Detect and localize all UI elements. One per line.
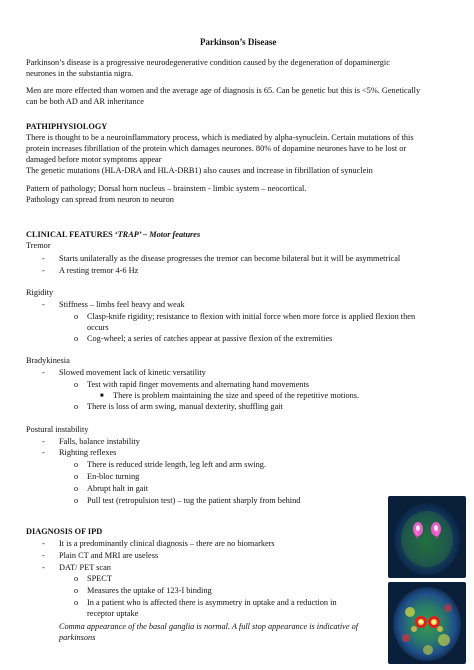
- diagnosis-note-2: parkinsons: [59, 633, 96, 642]
- rigidity-item: Stiffness – limbs feel heavy and weak: [59, 300, 185, 309]
- rigidity-sub-2: Cog-wheel; a series of catches appear at passive flexion of the extremities: [87, 334, 333, 343]
- bradykinesia-subsub: There is problem maintaining the size and speed of the repetitive motions.: [113, 391, 360, 400]
- tremor-item-2: A resting tremor 4-6 Hz: [59, 266, 139, 275]
- dat-scan-normal-image: [388, 496, 466, 578]
- diagnosis-item-2: Plain CT and MRI are useless: [59, 551, 159, 560]
- dash-bullet: -: [42, 551, 45, 560]
- epidemiology-line-1: Men are more effected than women and the average age of diagnosis is 65. Can be genetic but this is <5%. Genetically: [26, 86, 421, 95]
- circle-bullet: o: [74, 460, 79, 469]
- document-title: Parkinson’s Disease: [200, 37, 277, 47]
- dash-bullet: -: [42, 563, 45, 572]
- circle-bullet: o: [74, 598, 79, 607]
- patho-line-3: damaged before motor symptoms appear: [26, 155, 162, 164]
- rigidity-sub-1-cont: occurs: [87, 323, 109, 332]
- bradykinesia-sub: Test with rapid finger movements and alternating hand movements: [87, 380, 309, 389]
- diagnosis-item-3: DAT/ PET scan: [59, 563, 111, 572]
- spread-line: Pathology can spread from neuron to neuron: [26, 195, 174, 204]
- circle-bullet: o: [74, 472, 79, 481]
- postural-item-1: Falls, balance instability: [59, 437, 140, 446]
- clinical-features-heading: CLINICAL FEATURES ‘TRAP’ – Motor features: [26, 230, 201, 239]
- dash-bullet: -: [42, 300, 45, 309]
- circle-bullet: o: [74, 334, 79, 343]
- dash-bullet: -: [42, 368, 45, 377]
- circle-bullet: o: [74, 402, 79, 411]
- intro-line-2: neurones in the substantia nigra.: [26, 69, 134, 78]
- circle-bullet: o: [74, 586, 79, 595]
- circle-bullet: o: [74, 484, 79, 493]
- patho-line-4: The genetic mutations (HLA-DRA and HLA-DRB1) also causes and increase in fibrillation of synuclein: [26, 166, 373, 175]
- dat-scan-normal-graphic: [388, 496, 466, 578]
- patho-line-1: There is thought to be a neuroinflammatory process, which is mediated by alpha-synuclein. Certain mutations of this: [26, 133, 414, 142]
- diagnosis-sub-2: Measures the uptake of 123-I binding: [87, 586, 212, 595]
- diagnosis-sub-3-cont: receptor uptake: [87, 609, 139, 618]
- tremor-item-1: Starts unilaterally as the disease progresses the tremor can become bilateral but it will be asymmetrical: [59, 254, 401, 263]
- circle-bullet: o: [74, 312, 79, 321]
- diagnosis-item-1: It is a predominantly clinical diagnosis – there are no biomarkers: [59, 539, 275, 548]
- intro-line-1: Parkinson’s disease is a progressive neurodegenerative condition caused by the degeneration of dopaminergic: [26, 58, 390, 67]
- dash-bullet: -: [42, 539, 45, 548]
- pattern-line: Pattern of pathology; Dorsal horn nucleus – brainstem - limbic system – neocortical.: [26, 184, 307, 193]
- postural-label: Postural instability: [26, 425, 89, 434]
- circle-bullet: o: [74, 496, 79, 505]
- bradykinesia-label: Bradykinesia: [26, 356, 70, 365]
- diagnosis-heading: DIAGNOSIS OF IPD: [26, 527, 103, 536]
- circle-bullet: o: [74, 574, 79, 583]
- dash-bullet: -: [42, 448, 45, 457]
- diagnosis-sub-3: In a patient who is affected there is asymmetry in uptake and a reduction in: [87, 598, 337, 607]
- dat-scan-abnormal-graphic: [388, 582, 466, 664]
- dash-bullet: -: [42, 437, 45, 446]
- dash-bullet: -: [42, 254, 45, 263]
- dash-bullet: -: [42, 266, 45, 275]
- rigidity-sub-1: Clasp-knife rigidity; resistance to flexion with initial force when more force is applied flexion then: [87, 312, 416, 321]
- epidemiology-line-2: can be both AD and AR inheritance: [26, 97, 144, 106]
- diagnosis-sub-1: SPECT: [87, 574, 112, 583]
- rigidity-label: Rigidity: [26, 288, 54, 297]
- postural-sub-1: There is reduced stride length, leg left and arm swing.: [87, 460, 267, 469]
- circle-bullet: o: [74, 380, 79, 389]
- postural-sub-4: Pull test (retropulsion test) – tug the patient sharply from behind: [87, 496, 301, 505]
- dat-scan-abnormal-image: [388, 582, 466, 664]
- bradykinesia-sub-2: There is loss of arm swing, manual dexterity, shuffling gait: [87, 402, 283, 411]
- tremor-label: Tremor: [26, 241, 51, 250]
- patho-line-2: protein increases fibrillation of the protein which damages neurones. 80% of dopamine neurones have to be lost or: [26, 144, 407, 153]
- diagnosis-note-1: Comma appearance of the basal ganglia is normal. A full stop appearance is indicative of: [59, 622, 359, 631]
- bradykinesia-item: Slowed movement lack of kinetic versatility: [59, 368, 206, 377]
- postural-sub-2: En-bloc turning: [87, 472, 140, 481]
- postural-sub-3: Abrupt halt in gait: [87, 484, 149, 493]
- postural-item-2: Righting reflexes: [59, 448, 117, 457]
- pathophysiology-heading: PATHIPHYSIOLOGY: [26, 122, 108, 131]
- square-bullet: ■: [100, 393, 104, 399]
